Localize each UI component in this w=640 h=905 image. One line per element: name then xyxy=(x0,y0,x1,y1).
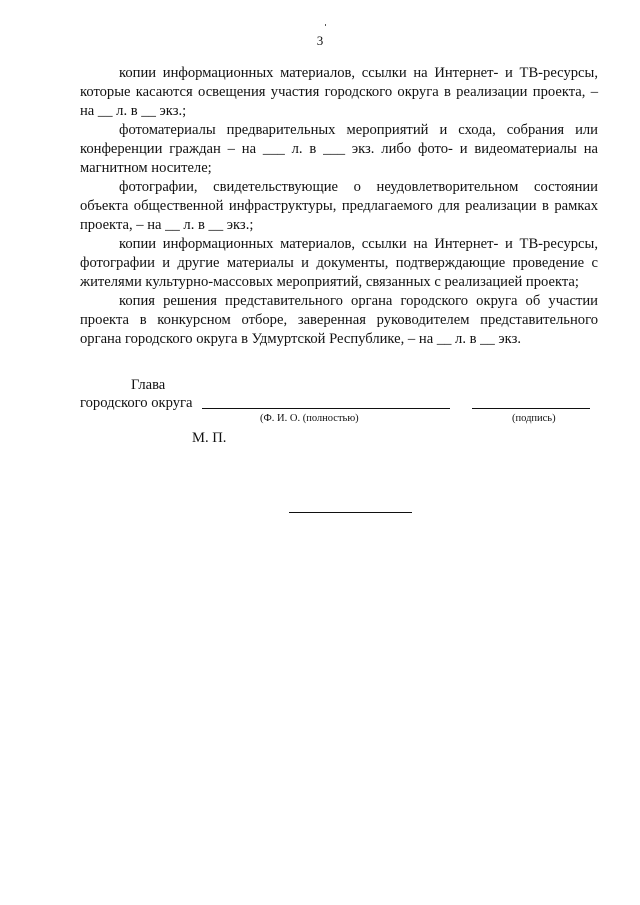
signatory-organization: городского округа xyxy=(80,395,193,411)
list-item-paragraph: копии информационных материалов, ссылки на Интернет- и ТВ-ресурсы, которые касаются освещения участия городского округа в реализации проекта, – на __ л. в __ экз.; xyxy=(80,65,598,119)
signatory-title: Глава xyxy=(131,377,166,393)
page-number: 3 xyxy=(316,33,324,48)
scan-speck xyxy=(325,24,326,26)
list-item-paragraph: копии информационных материалов, ссылки на Интернет- и ТВ-ресурсы, фотографии и другие материалы и документы, подтверждающие проведение с жителями культурно-массовых мероприятий, связанных с реализацией проекта; xyxy=(80,236,598,290)
end-of-document-rule xyxy=(289,512,412,513)
list-item-paragraph: копия решения представительного органа городского округа об участии проекта в конкурсном отборе, заверенная руководителем представительного органа городского округа в Удмуртской Республике, – на __ л. в __ экз. xyxy=(80,293,598,347)
list-item-paragraph: фотографии, свидетельствующие о неудовлетворительном состоянии объекта общественной инфраструктуры, предлагаемого для реализации в рамках проекта, – на __ л. в __ экз.; xyxy=(80,179,598,233)
signature-line xyxy=(472,408,590,409)
name-line xyxy=(202,408,450,409)
signature-caption: (подпись) xyxy=(512,413,556,424)
document-body xyxy=(80,64,598,349)
signature-block xyxy=(80,377,610,457)
name-caption: (Ф. И. О. (полностью) xyxy=(260,413,359,424)
stamp-place-label: М. П. xyxy=(192,430,227,446)
list-item-paragraph: фотоматериалы предварительных мероприятий и схода, собрания или конференции граждан – на ___ л. в ___ экз. либо фото- и видеоматериалы на магнитном носителе; xyxy=(80,122,598,176)
